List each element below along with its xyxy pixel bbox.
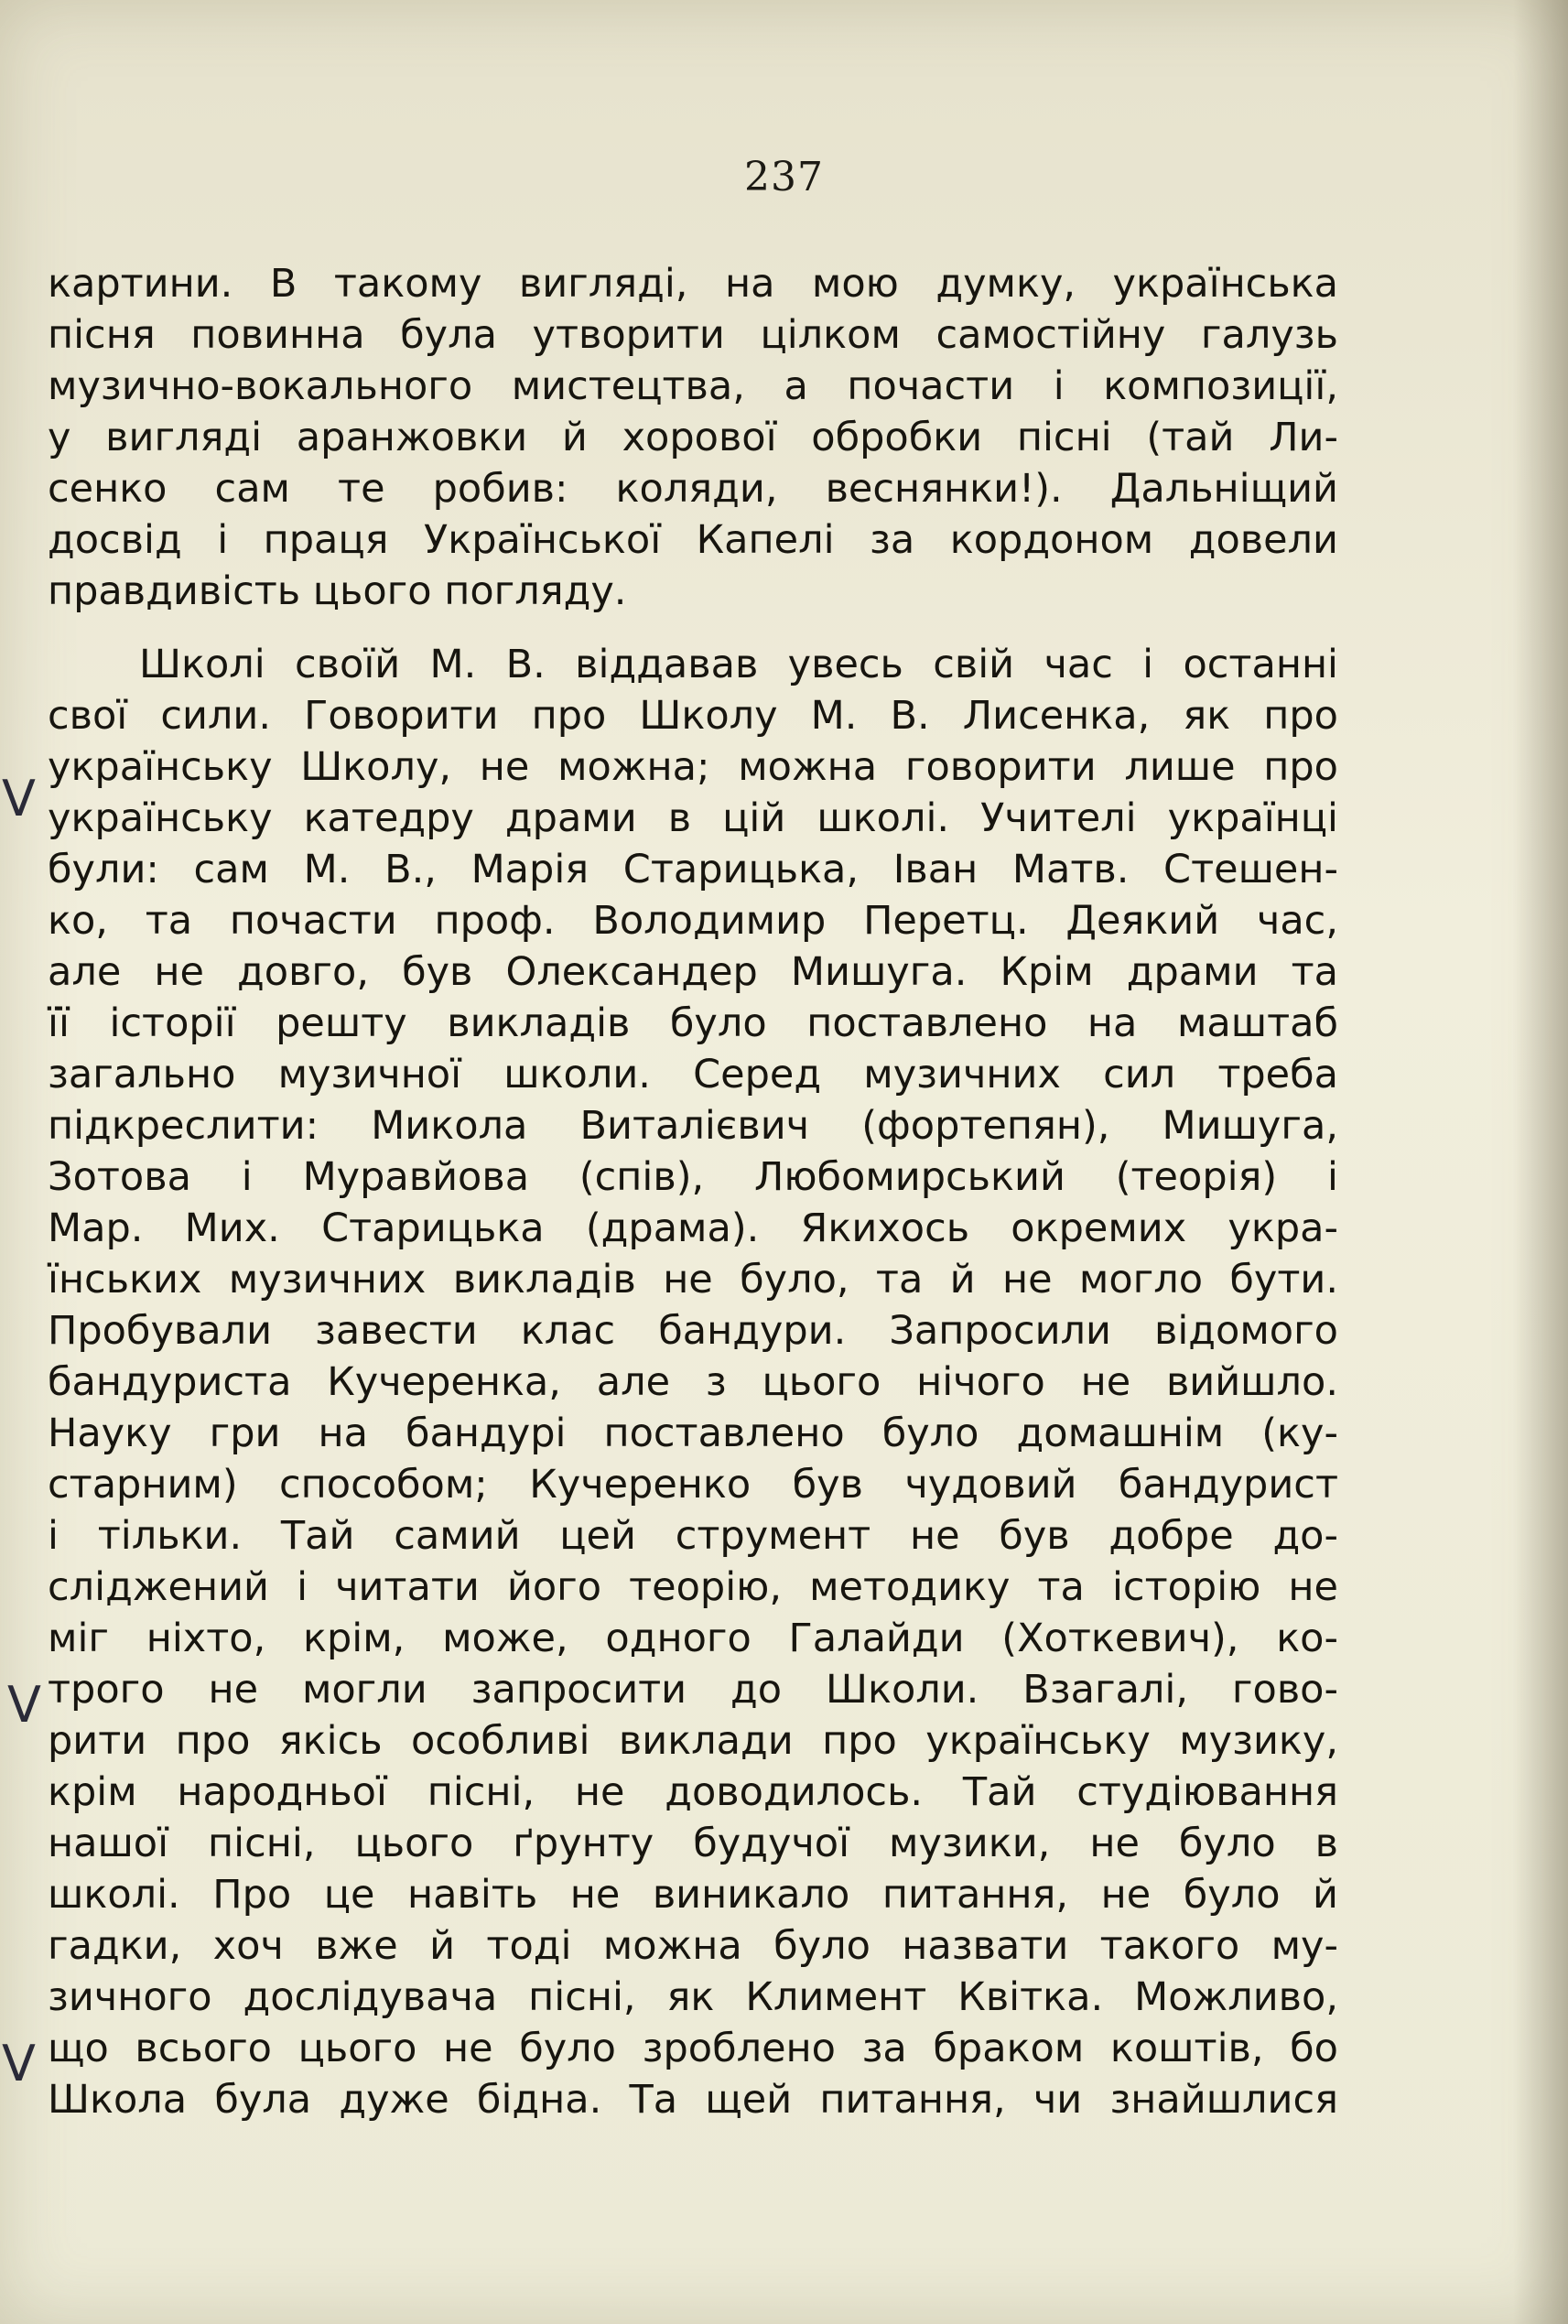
text-line: але не довго, був Олександер Мишуга. Крім драми та [48,949,1338,995]
text-line: підкреслити: Микола Виталієвич (фортепян), Мишуга, [48,1103,1338,1149]
text-line: ко, та почасти проф. Володимир Перетц. Деякий час, [48,898,1338,944]
text-line: Пробували завести клас бандури. Запросили відомого [48,1308,1338,1354]
page-number: 237 [744,154,824,200]
text-line: Школа була дуже бідна. Та щей питання, чи знайшлися [48,2077,1338,2123]
text-line: пісня повинна була утворити цілком самостійну галузь [48,312,1338,358]
margin-check-mark: V [2,2035,36,2092]
text-line: музично-вокального мистецтва, а почасти і композиції, [48,363,1338,409]
text-line: трого не могли запросити до Школи. Взагалі, гово- [48,1667,1338,1713]
margin-check-mark: V [2,770,36,827]
text-line: Науку гри на бандурі поставлено було домашнім (ку- [48,1411,1338,1456]
text-line: міг ніхто, крім, може, одного Галайди (Хоткевич), ко- [48,1616,1338,1661]
text-line: рити про якісь особливі виклади про українську музику, [48,1718,1338,1764]
text-line: картини. В такому вигляді, на мою думку, українська [48,261,1338,307]
text-line: крім народньої пісні, не доводилось. Тай студіювання [48,1769,1338,1815]
text-line: нашої пісні, цього ґрунту будучої музики, не було в [48,1821,1338,1866]
text-line: і тільки. Тай самий цей струмент не був добре до- [48,1513,1338,1559]
text-line: сенко сам те робив: коляди, веснянки!). Дальніщий [48,466,1338,512]
text-line: старним) способом; Кучеренко був чудовий бандурист [48,1462,1338,1508]
text-line: зичного дослідувача пісні, як Климент Квітка. Можливо, [48,1974,1338,2020]
text-line: правдивість цього погляду. [48,568,627,614]
text-line: Зотова і Муравйова (спів), Любомирський (теорія) і [48,1154,1338,1200]
text-line: її історії решту викладів було поставлено на маштаб [48,1000,1338,1046]
text-line: були: сам М. В., Марія Старицька, Іван Матв. Стешен- [48,847,1338,892]
paragraph-1 [48,258,1338,617]
text-line: Школі своїй М. В. віддавав увесь свій час і останні [139,642,1338,687]
text-line: бандуриста Кучеренка, але з цього нічого не вийшло. [48,1359,1338,1405]
text-line: українську Школу, не можна; можна говорити лише про [48,744,1338,790]
page-edge-shadow [1513,0,1568,2324]
text-line: школі. Про це навіть не виникало питання, не було й [48,1872,1338,1918]
text-line: їнських музичних викладів не було, та й не могло бути. [48,1257,1338,1303]
margin-check-mark: V [7,1676,41,1734]
text-line: українську катедру драми в цій школі. Учителі українці [48,795,1338,841]
text-line: досвід і праця Української Капелі за кордоном довели [48,517,1338,563]
text-line: свої сили. Говорити про Школу М. В. Лисенка, як про [48,693,1338,739]
text-line: Мар. Мих. Старицька (драма). Якихось окремих укра- [48,1205,1338,1251]
text-line: загально музичної школи. Серед музичних сил треба [48,1052,1338,1097]
text-line: у вигляді аранжовки й хорової обробки пісні (тай Ли- [48,415,1338,460]
paragraph-2 [48,639,1338,2125]
text-line: сліджений і читати його теорію, методику та історію не [48,1564,1338,1610]
text-line: що всього цього не було зроблено за браком коштів, бо [48,2026,1338,2071]
text-line: гадки, хоч вже й тоді можна було назвати такого му- [48,1923,1338,1969]
